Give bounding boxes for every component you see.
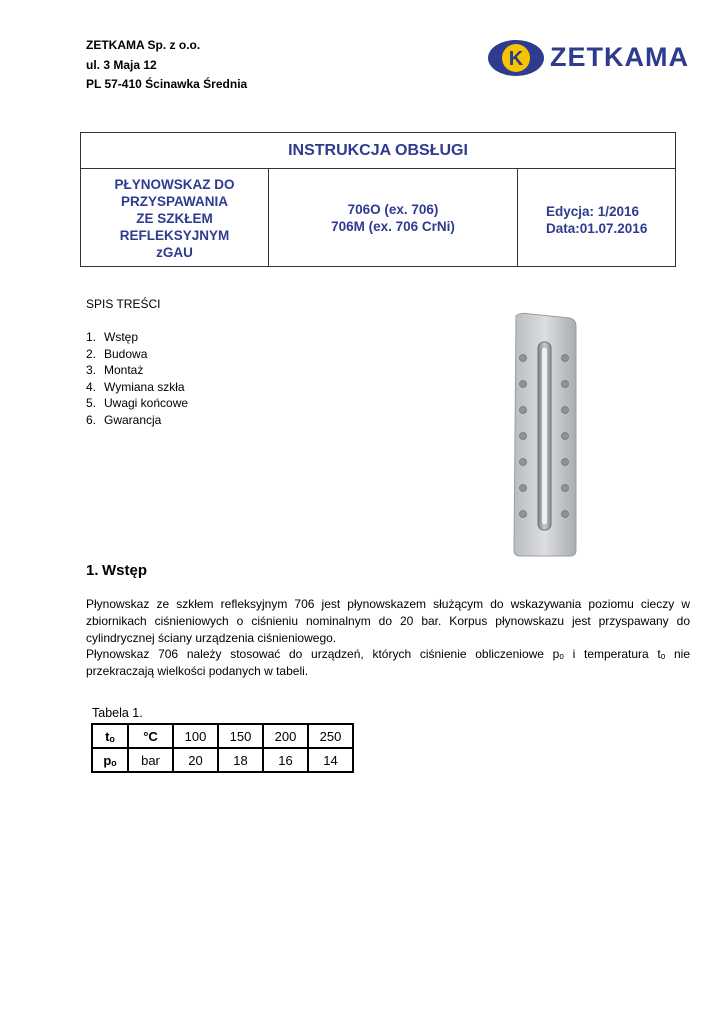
model-line: 706O (ex. 706): [347, 202, 439, 217]
section-body: [86, 596, 690, 680]
table-row: [92, 748, 353, 772]
date: Data:01.07.2016: [546, 221, 648, 236]
product-name-cell: [81, 169, 269, 267]
product-line: ZE SZKŁEM: [136, 210, 213, 226]
table-cell: 20: [173, 748, 218, 772]
toc-item: 4. Wymiana szkła: [86, 379, 185, 394]
toc-title: SPIS TREŚCI: [86, 297, 161, 311]
toc-item: 1. Wstęp: [86, 330, 139, 344]
company-address: [86, 36, 247, 95]
edition-cell: [518, 169, 675, 267]
table-cell: 150: [218, 724, 263, 748]
toc-item: 5. Uwagi końcowe: [86, 396, 189, 411]
product-line: REFLEKSYJNYM: [119, 227, 230, 243]
table-of-contents: [86, 297, 188, 429]
zetkama-logo: [487, 38, 692, 78]
header-table: [80, 132, 676, 267]
paragraph: Płynowskaz 706 należy stosować do urządzeń, których ciśnienie obliczeniowe pₒ i temperatura tₒ nie przekraczają wielkości podanych w tabeli.: [86, 647, 690, 679]
model-line: 706M (ex. 706 CrNi): [331, 219, 455, 234]
product-line: PŁYNOWSKAZ DO: [114, 176, 235, 192]
table-caption: Tabela 1.: [92, 706, 143, 720]
toc-item: 6. Gwarancja: [86, 412, 162, 427]
product-line: PRZYSPAWANIA: [120, 193, 228, 209]
table-cell: pₒ: [92, 748, 128, 772]
edition: Edycja: 1/2016: [546, 204, 640, 219]
table-cell: 18: [218, 748, 263, 772]
toc-item: 3. Montaż: [86, 363, 144, 378]
document-title: INSTRUKCJA OBSŁUGI: [81, 133, 675, 169]
section-heading: 1. Wstęp: [86, 562, 147, 579]
product-line: zGAU: [156, 244, 193, 260]
parameters-table: [91, 723, 354, 773]
table-cell: 14: [308, 748, 353, 772]
table-row: [92, 724, 353, 748]
table-cell: °C: [128, 724, 173, 748]
company-name: ZETKAMA Sp. z o.o.: [86, 38, 201, 52]
toc-item: 2. Budowa: [86, 346, 148, 361]
company-street: ul. 3 Maja 12: [86, 57, 157, 72]
table-cell: 200: [263, 724, 308, 748]
logo-text: ZETKAMA: [550, 42, 689, 72]
logo-letter: K: [508, 48, 524, 70]
table-cell: 16: [263, 748, 308, 772]
table-cell: tₒ: [92, 724, 128, 748]
paragraph: Płynowskaz ze szkłem refleksyjnym 706 jest płynowskazem służącym do wskazywania poziomu cieczy w zbiornikach ciśnieniowych o ciśnieniu nominalnym do 20 bar. Korpus płynowskazu jest przyspawany do cylindrycznej ściany urządzenia ciśnieniowego.: [86, 597, 690, 645]
table-cell: 250: [308, 724, 353, 748]
level-gauge-image: [510, 312, 578, 557]
table-cell: 100: [173, 724, 218, 748]
model-cell: [269, 169, 518, 267]
company-city: PL 57-410 Ścinawka Średnia: [86, 77, 248, 91]
table-cell: bar: [128, 748, 173, 772]
logo-mark-icon: [487, 39, 545, 77]
